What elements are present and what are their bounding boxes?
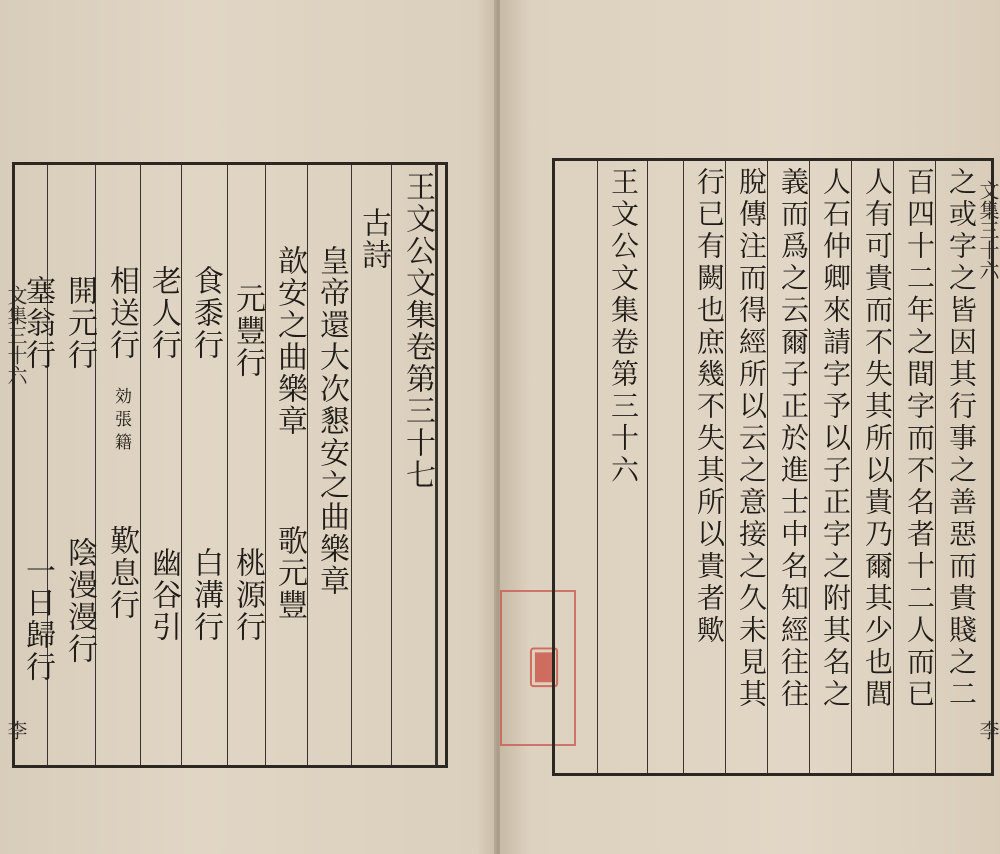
- right-text-frame: [552, 158, 994, 776]
- right-edge-text: 文集三十六: [976, 180, 1000, 280]
- page-title: 王文公文集卷第三十六: [607, 167, 640, 487]
- poem-annotation: 効張籍: [111, 387, 131, 456]
- text-column: 人有可貴而不失其所以貴乃爾其少也閭: [861, 167, 894, 711]
- poem-title: 老人行: [146, 265, 181, 361]
- text-column: 人石仲卿來請字予以子正字之附其名之: [819, 167, 852, 711]
- poem-title: 白溝行: [188, 547, 223, 643]
- text-column: 脫傳注而得經所以云之意接之久未見其: [735, 167, 768, 711]
- section-heading: 古詩: [356, 207, 391, 271]
- poem-title: 元豐行: [230, 283, 265, 379]
- poem-title: 歎息行: [104, 525, 139, 621]
- left-edge-text-bottom: 李: [4, 720, 28, 740]
- poem-title: 食黍行: [188, 265, 223, 361]
- text-column: 義而爲之云爾子正於進士中名知經往往: [777, 167, 810, 711]
- poem-title: 桃源行: [230, 547, 265, 643]
- poem-title: 開元行: [62, 275, 97, 371]
- poem-title: 塞翁行: [20, 275, 55, 371]
- text-column: 行已有闕也庶幾不失其所以貴者歟: [693, 167, 726, 647]
- collector-seal: 🂠: [500, 590, 576, 746]
- text-column: 之或字之皆因其行事之善惡而貴賤之二: [945, 167, 978, 711]
- text-column: 百四十二年之間字而不名者十二人而已: [903, 167, 936, 711]
- poem-title: 相送行: [104, 265, 139, 361]
- poem-title: 皇帝還大次懇安之曲樂章: [314, 245, 349, 597]
- poem-title: 陰漫漫行: [62, 537, 97, 665]
- left-page: [0, 0, 497, 854]
- poem-title: 幽谷引: [146, 547, 181, 643]
- poem-title: 一日歸行: [20, 555, 55, 683]
- right-page: [500, 0, 1000, 854]
- right-edge-text-bottom: 李: [976, 720, 1000, 740]
- page-title: 王文公文集卷第三十七: [400, 171, 435, 491]
- left-edge-text: 文集三十六: [4, 285, 28, 385]
- poem-title: 歌元豐: [272, 525, 307, 621]
- poem-title: 歆安之曲樂章: [272, 245, 307, 437]
- left-text-frame: [12, 162, 448, 768]
